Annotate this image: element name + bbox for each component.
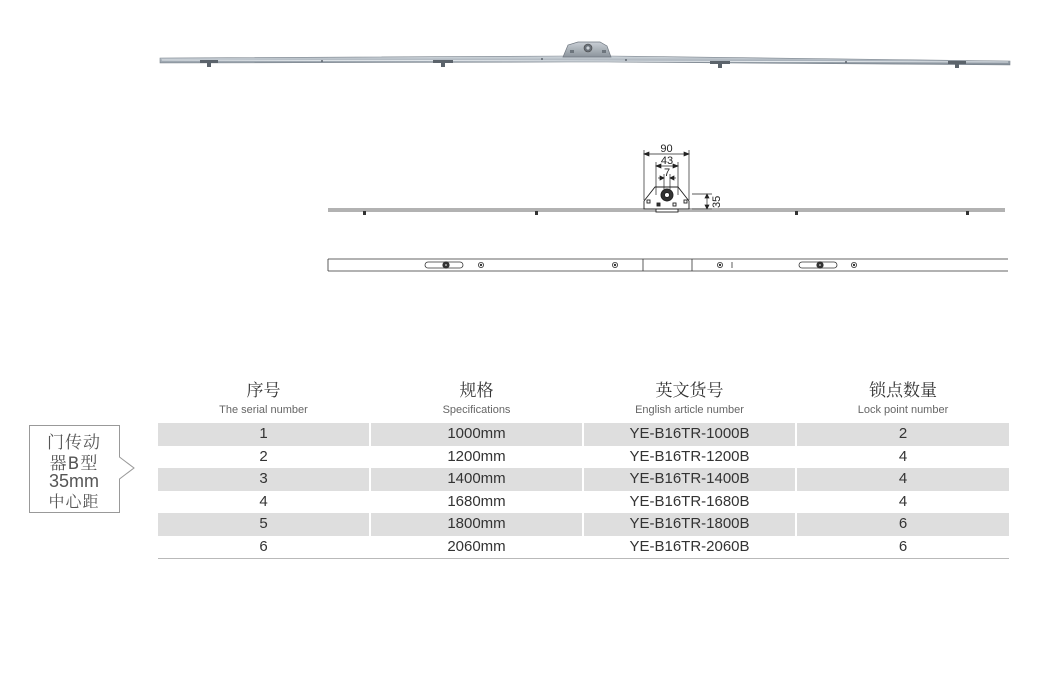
cell-lock-points: 6 [898,537,908,555]
cell-spec: 1400mm [371,468,582,491]
dim-43-label: 43 [660,155,674,167]
cell-article: YE-B16TR-1200B [629,447,750,465]
table-row [158,446,1009,469]
product-type-label [29,425,119,513]
cell-lock-points: 4 [898,492,908,510]
cell-spec: 1800mm [371,513,582,536]
dim-7-label: 7 [663,167,671,179]
table-body [158,423,1009,559]
table-row [158,536,1009,559]
cell-lock-points: 2 [797,423,1009,446]
cell-lock-points: 4 [898,447,908,465]
label-line-4: 中心距 [48,492,100,511]
header-article [584,380,795,417]
table-header [158,380,1009,423]
header-lock-points-zh: 锁点数量 [869,381,937,401]
cell-article: YE-B16TR-1680B [629,492,750,510]
header-article-en: English article number [635,404,744,416]
header-serial-zh: 序号 [246,381,281,401]
cell-spec: 1200mm [447,447,506,465]
header-serial [158,380,369,417]
header-lock-points-en: Lock point number [857,404,949,416]
label-line-1: 门传动 [47,433,101,453]
cell-article: YE-B16TR-1800B [584,513,795,536]
top-view-slots [425,262,837,268]
table-row [158,468,1009,491]
header-spec [371,380,582,417]
header-article-zh: 英文货号 [655,381,724,401]
header-lock-points [797,380,1009,417]
label-line-2: 器B型 [49,454,99,474]
header-spec-zh: 规格 [459,381,494,401]
cell-serial: 2 [259,447,268,465]
dim-35-label: 35 [711,195,723,208]
cell-spec: 2060mm [447,537,506,555]
cell-lock-points: 6 [797,513,1009,536]
dim-90-label: 90 [660,143,673,155]
cell-article: YE-B16TR-2060B [629,537,750,555]
table-row [158,491,1009,514]
cell-lock-points: 4 [797,468,1009,491]
cell-serial: 5 [158,513,369,536]
specification-table [158,380,1009,559]
table-row [158,513,1009,536]
cell-spec: 1000mm [371,423,582,446]
header-serial-en: The serial number [219,404,308,416]
cell-serial: 6 [259,537,268,555]
header-spec-en: Specifications [442,404,511,416]
cell-article: YE-B16TR-1400B [584,468,795,491]
label-line-3: 35mm [48,471,99,491]
cell-spec: 1680mm [447,492,506,510]
table-row [158,423,1009,446]
cell-serial: 1 [158,423,369,446]
cell-article: YE-B16TR-1000B [584,423,795,446]
cell-serial: 4 [259,492,268,510]
cell-serial: 3 [158,468,369,491]
